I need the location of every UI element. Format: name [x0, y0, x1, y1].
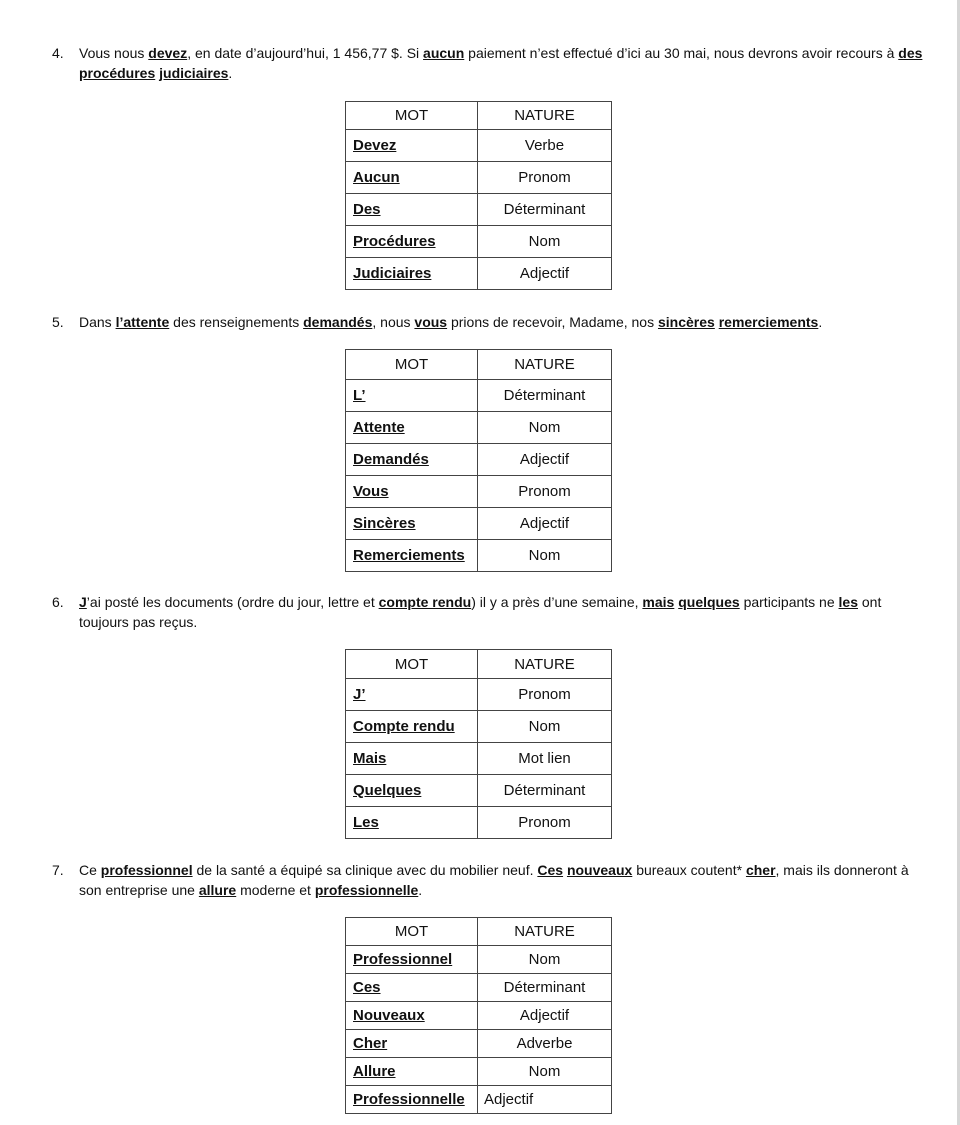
question-text: [79, 312, 929, 332]
text-segment: Vous nous: [79, 45, 149, 61]
table-row: [346, 743, 612, 775]
nature-cell: Pronom: [478, 679, 612, 711]
nature-cell: Adjectif: [478, 1002, 612, 1030]
word-nature-table: [345, 349, 612, 572]
underlined-word: les: [838, 594, 858, 610]
word-cell: Sincères: [346, 508, 478, 540]
word-cell: Des: [346, 194, 478, 226]
underlined-word: vous: [414, 314, 448, 330]
table-header-row: [346, 350, 612, 380]
underlined-word: judiciaires: [159, 65, 229, 81]
text-segment: de la santé a équipé sa clinique avec du mobilier neuf.: [192, 862, 538, 878]
nature-cell: Pronom: [478, 476, 612, 508]
table-row: [346, 194, 612, 226]
word-cell: Compte rendu: [346, 711, 478, 743]
table-row: [346, 380, 612, 412]
nature-cell: Adjectif: [478, 508, 612, 540]
underlined-word: professionnel: [100, 862, 193, 878]
word-cell: L’: [346, 380, 478, 412]
table-row: [346, 130, 612, 162]
header-nature: NATURE: [478, 918, 612, 946]
nature-cell: Nom: [478, 412, 612, 444]
table-row: [346, 1030, 612, 1058]
word-nature-table: [345, 649, 612, 839]
nature-cell: Adjectif: [478, 444, 612, 476]
table-row: [346, 679, 612, 711]
question-number: 5.: [52, 314, 64, 330]
text-segment: bureaux coutent*: [632, 862, 746, 878]
nature-cell: Déterminant: [478, 194, 612, 226]
underlined-word: professionnelle: [314, 882, 419, 898]
question-number: 4.: [52, 45, 64, 61]
text-segment: , en date d’aujourd’hui, 1 456,77 $. Si: [187, 45, 424, 61]
nature-cell: Verbe: [478, 130, 612, 162]
header-mot: MOT: [346, 350, 478, 380]
text-segment: ’ai posté les documents (ordre du jour, lettre et: [86, 594, 379, 610]
table-row: [346, 540, 612, 572]
word-cell: Attente: [346, 412, 478, 444]
nature-cell: Adverbe: [478, 1030, 612, 1058]
table-row: [346, 775, 612, 807]
table-header-row: [346, 650, 612, 679]
nature-cell: Mot lien: [478, 743, 612, 775]
underlined-word: Ces: [537, 862, 564, 878]
header-nature: NATURE: [478, 350, 612, 380]
nature-cell: Déterminant: [478, 775, 612, 807]
underlined-word: l’attente: [115, 314, 170, 330]
word-cell: Remerciements: [346, 540, 478, 572]
underlined-word: J: [79, 594, 87, 610]
text-segment: ) il y a près d’une semaine,: [471, 594, 643, 610]
text-segment: , nous: [372, 314, 415, 330]
question-text: [79, 592, 929, 632]
underlined-word: compte rendu: [378, 594, 472, 610]
nature-cell: Adjectif: [478, 1086, 612, 1114]
underlined-word: allure: [198, 882, 237, 898]
nature-cell: Nom: [478, 540, 612, 572]
header-nature: NATURE: [478, 102, 612, 130]
underlined-word: remerciements: [718, 314, 819, 330]
underlined-word: sincères: [657, 314, 715, 330]
text-segment: moderne et: [236, 882, 315, 898]
header-nature: NATURE: [478, 650, 612, 679]
underlined-word: procédures: [79, 65, 156, 81]
word-nature-table: [345, 917, 612, 1114]
text-segment: des renseignements: [169, 314, 304, 330]
underlined-word: devez: [148, 45, 188, 61]
underlined-word: quelques: [678, 594, 740, 610]
nature-cell: Nom: [478, 1058, 612, 1086]
table-row: [346, 162, 612, 194]
table-header-row: [346, 918, 612, 946]
word-cell: Quelques: [346, 775, 478, 807]
table-row: [346, 946, 612, 974]
nature-cell: Pronom: [478, 807, 612, 839]
underlined-word: demandés: [303, 314, 373, 330]
word-cell: Ces: [346, 974, 478, 1002]
nature-cell: Nom: [478, 226, 612, 258]
question-number: 7.: [52, 862, 64, 878]
table-row: [346, 1086, 612, 1114]
word-nature-table: [345, 101, 612, 290]
underlined-word: mais: [642, 594, 675, 610]
word-cell: Professionnelle: [346, 1086, 478, 1114]
word-cell: Aucun: [346, 162, 478, 194]
text-segment: .: [818, 314, 823, 330]
nature-cell: Pronom: [478, 162, 612, 194]
underlined-word: cher: [745, 862, 776, 878]
word-cell: Devez: [346, 130, 478, 162]
question-text: [79, 860, 929, 900]
word-cell: Professionnel: [346, 946, 478, 974]
table-row: [346, 807, 612, 839]
text-segment: Dans: [79, 314, 116, 330]
word-cell: Vous: [346, 476, 478, 508]
word-cell: Procédures: [346, 226, 478, 258]
text-segment: ont toujours pas reçus.: [79, 594, 882, 630]
text-segment: , mais ils donneront à son entreprise une: [79, 862, 909, 898]
text-segment: Ce: [79, 862, 101, 878]
table-row: [346, 1002, 612, 1030]
table-row: [346, 444, 612, 476]
word-cell: J’: [346, 679, 478, 711]
header-mot: MOT: [346, 918, 478, 946]
header-mot: MOT: [346, 102, 478, 130]
table-row: [346, 412, 612, 444]
table-row: [346, 508, 612, 540]
nature-cell: Nom: [478, 711, 612, 743]
nature-cell: Nom: [478, 946, 612, 974]
word-cell: Mais: [346, 743, 478, 775]
word-cell: Allure: [346, 1058, 478, 1086]
underlined-word: aucun: [423, 45, 465, 61]
word-cell: Les: [346, 807, 478, 839]
nature-cell: Déterminant: [478, 974, 612, 1002]
text-segment: paiement n’est effectué d’ici au 30 mai, nous devrons avoir recours à: [464, 45, 899, 61]
underlined-word: des: [898, 45, 923, 61]
text-segment: .: [228, 65, 233, 81]
nature-cell: Adjectif: [478, 258, 612, 290]
table-row: [346, 1058, 612, 1086]
text-segment: participants ne: [739, 594, 839, 610]
word-cell: Demandés: [346, 444, 478, 476]
underlined-word: nouveaux: [566, 862, 633, 878]
table-row: [346, 974, 612, 1002]
word-cell: Judiciaires: [346, 258, 478, 290]
word-cell: Nouveaux: [346, 1002, 478, 1030]
question-number: 6.: [52, 594, 64, 610]
table-header-row: [346, 102, 612, 130]
question-text: [79, 43, 929, 83]
nature-cell: Déterminant: [478, 380, 612, 412]
header-mot: MOT: [346, 650, 478, 679]
table-row: [346, 476, 612, 508]
table-row: [346, 711, 612, 743]
table-row: [346, 226, 612, 258]
table-row: [346, 258, 612, 290]
text-segment: .: [418, 882, 423, 898]
word-cell: Cher: [346, 1030, 478, 1058]
text-segment: prions de recevoir, Madame, nos: [447, 314, 658, 330]
